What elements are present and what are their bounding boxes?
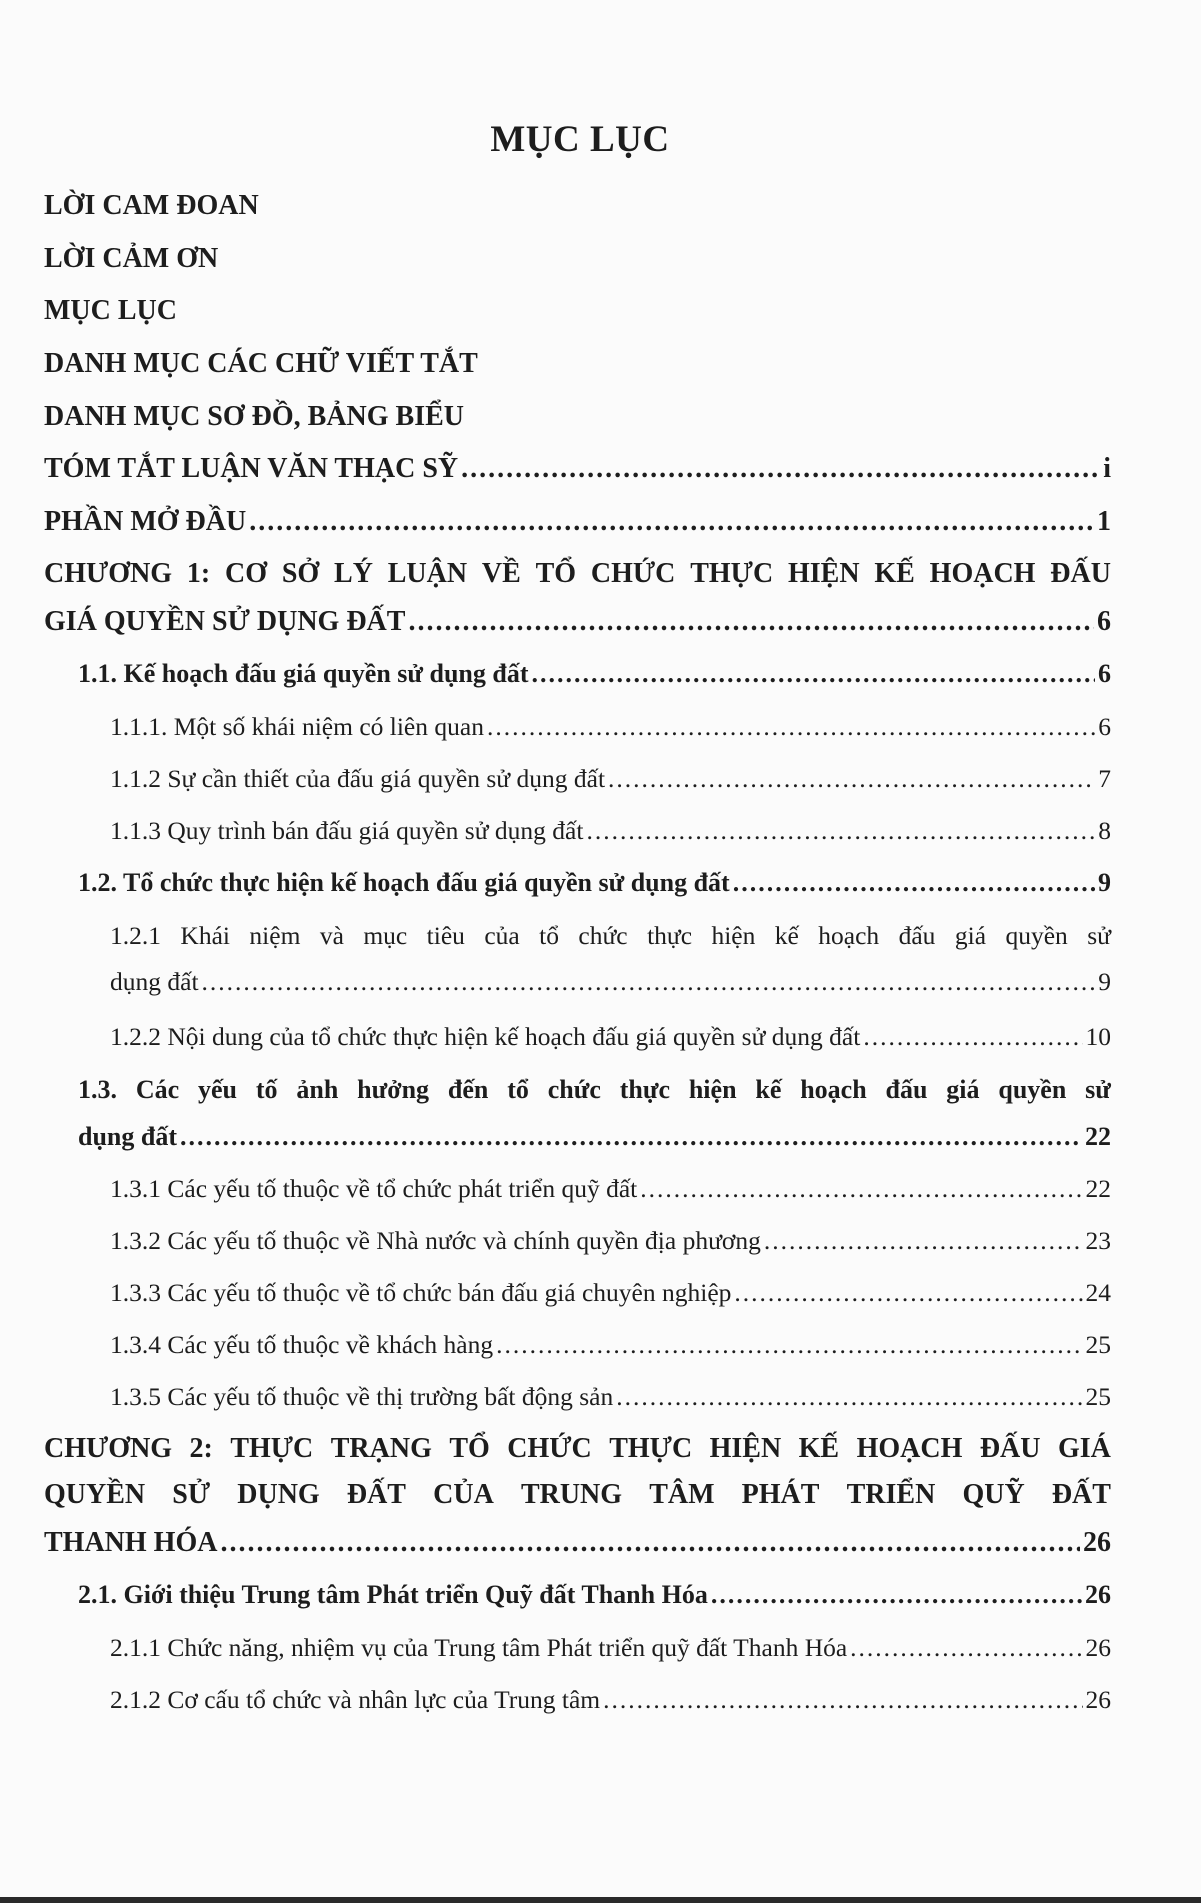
word: thực [647,921,693,950]
word: kế [774,921,799,950]
word: hoạch [800,1075,867,1104]
toc-page-number: i [1103,453,1111,484]
dot-leader [640,1176,1082,1202]
word: PHÁT [741,1479,820,1510]
word: TRẠNG [330,1433,432,1464]
toc-entry-text: dụng đất [110,967,199,996]
toc-entry-text: DANH MỤC CÁC CHỮ VIẾT TẮT [44,348,478,379]
word: HOẠCH [856,1433,963,1464]
word: TÂM [649,1479,715,1510]
word: 2: [189,1433,213,1464]
word: tố [255,1075,278,1104]
toc-entry-text: LỜI CẢM ƠN [44,243,219,274]
toc-subsection-1-3-4 [110,1332,1111,1358]
dot-leader [734,1280,1082,1306]
toc-entry-text: 1.1.1. Một số khái niệm có liên quan [110,712,484,741]
toc-entry-front-6 [44,508,1111,536]
word: LUẬN [387,558,468,589]
word: sử [1085,1075,1111,1104]
word: hiện [711,921,756,950]
toc-entry-text: THANH HÓA [44,1527,218,1558]
dot-leader [487,714,1095,740]
toc-entry-text: 1.1.2 Sự cần thiết của đấu giá quyền sử dụng đất [110,764,606,793]
toc-chapter-2-line-3 [44,1529,1111,1557]
dot-leader [733,870,1095,896]
word: Các [135,1075,180,1104]
toc-subsection-1-1-3 [110,818,1111,844]
word: đấu [885,1075,928,1104]
toc-page-number: 22 [1085,1122,1111,1151]
toc-entry-front-0 [44,192,259,220]
toc-entry-text: 1.3.2 Các yếu tố thuộc về Nhà nước và chính quyền địa phương [110,1226,761,1255]
toc-entry-text: 1.2. Tổ chức thực hiện kế hoạch đấu giá quyền sử dụng đất [78,868,730,897]
word: SỬ [172,1479,211,1510]
word: KẾ [798,1433,840,1464]
word: hưởng [357,1075,430,1104]
toc-subsection-1-3-5 [110,1384,1111,1410]
toc-subsection-1-3-1 [110,1176,1111,1202]
word: 1: [186,558,211,589]
toc-entry-front-2 [44,297,177,325]
toc-subsection-2-1-2 [110,1687,1111,1713]
word: CHỨC [507,1433,592,1464]
toc-entry-text: MỤC LỤC [44,295,177,326]
word: yếu [198,1075,238,1104]
toc-entry-text: LỜI CAM ĐOAN [44,190,259,221]
word: HIỆN [709,1433,782,1464]
word: đến [447,1075,489,1104]
toc-section-1-3-line-2 [78,1124,1111,1150]
toc-section-1-3-line-1 [78,1077,1111,1103]
toc-section-1-1 [78,661,1111,687]
word: tổ [539,921,559,950]
toc-entry-text: 1.3.4 Các yếu tố thuộc về khách hàng [110,1330,494,1359]
dot-leader [586,818,1095,844]
word: hiện [688,1075,737,1104]
word: QUYỀN [44,1479,146,1510]
word: ĐẤT [346,1479,406,1510]
toc-entry-text: 1.2.2 Nội dung của tổ chức thực hiện kế hoạch đấu giá quyền sử dụng đất [110,1022,861,1051]
dot-leader [249,508,1094,536]
word: Khái [180,921,230,950]
word: LÝ [334,558,373,589]
toc-page-number: 25 [1085,1330,1111,1359]
toc-entry-front-1 [44,245,218,273]
toc-entry-text: 1.1. Kế hoạch đấu giá quyền sử dụng đất [78,659,529,688]
word: ĐẤU [979,1433,1041,1464]
word: tiêu [426,921,465,950]
word: của [484,921,520,950]
toc-page-number: 10 [1085,1022,1111,1051]
word: mục [363,921,408,950]
toc-page-number: 26 [1085,1633,1111,1662]
toc-entry-text: PHẦN MỞ ĐẦU [44,506,247,537]
toc-page-number: 25 [1085,1382,1111,1411]
word: ĐẤT [1051,1479,1111,1510]
toc-subsection-1-1-1 [110,714,1111,740]
toc-subsection-1-2-1-line-2 [110,969,1111,995]
word: CỦA [433,1479,494,1510]
word: THỰC [609,1433,693,1464]
dot-leader [850,1635,1082,1661]
page-title: MỤC LỤC [490,119,670,160]
word: tổ [507,1075,529,1104]
toc-page-number: 24 [1085,1278,1111,1307]
toc-entry-text: 1.3.3 Các yếu tố thuộc về tổ chức bán đấu giá chuyên nghiệp [110,1278,732,1307]
toc-page-number: 1 [1097,506,1111,537]
word: quyền [998,1075,1067,1104]
word: ĐẤU [1050,558,1111,589]
toc-page-number: 8 [1098,816,1111,845]
toc-entry-text: 1.3.1 Các yếu tố thuộc về tổ chức phát triển quỹ đất [110,1174,638,1203]
toc-page-number: 7 [1098,764,1111,793]
word: TỔ [449,1433,490,1464]
toc-subsection-2-1-1 [110,1635,1111,1661]
dot-leader [408,608,1094,636]
toc-chapter-2-line-2 [44,1481,1111,1509]
word: thực [619,1075,670,1104]
word: CHƯƠNG [44,1433,173,1464]
toc-page-number: 23 [1085,1226,1111,1255]
dot-leader [532,661,1095,687]
word: CƠ [225,558,268,589]
word: giá [946,1075,980,1104]
dot-leader [180,1124,1082,1150]
dot-leader [202,969,1096,995]
toc-entry-text: TÓM TẮT LUẬN VĂN THẠC SỸ [44,453,459,484]
toc-page-number: 26 [1083,1527,1111,1558]
word: TỔ [535,558,577,589]
word: THỰC [230,1433,314,1464]
dot-leader [603,1687,1082,1713]
word: và [319,921,344,950]
word: GIÁ [1057,1433,1111,1464]
word: CHỨC [590,558,676,589]
word: 1.2.1 [110,921,161,950]
word: TRUNG [520,1479,623,1510]
toc-entry-text: dụng đất [78,1122,177,1151]
word: KẾ [874,558,915,589]
word: đấu [898,921,936,950]
word: ảnh [296,1075,339,1104]
toc-page-number: 26 [1085,1685,1111,1714]
toc-entry-text: 1.1.3 Quy trình bán đấu giá quyền sử dụng đất [110,816,584,845]
word: hoạch [818,921,880,950]
toc-chapter-2-line-1 [44,1435,1111,1463]
toc-page-number: 22 [1085,1174,1111,1203]
toc-section-2-1 [78,1582,1111,1608]
word: HIỆN [788,558,860,589]
toc-entry-text: 2.1.2 Cơ cấu tổ chức và nhân lực của Trung tâm [110,1685,601,1714]
scan-edge [0,1897,1201,1903]
word: chức [578,921,628,950]
dot-leader [496,1332,1082,1358]
word: THỰC [690,558,774,589]
word: CHƯƠNG [44,558,173,589]
toc-section-1-2 [78,870,1111,896]
dot-leader [616,1384,1082,1410]
word: sử [1087,921,1111,950]
dot-leader [220,1529,1080,1557]
dot-leader [764,1228,1083,1254]
word: kế [755,1075,782,1104]
toc-subsection-1-3-2 [110,1228,1111,1254]
word: QUỸ [962,1479,1025,1510]
toc-subsection-1-2-2 [110,1024,1111,1050]
word: VỀ [481,558,521,589]
toc-page-number: 6 [1098,712,1111,741]
toc-chapter-1-line-1 [44,560,1111,588]
toc-entry-text: DANH MỤC SƠ ĐỒ, BẢNG BIỂU [44,401,465,432]
toc-entry-text: 2.1. Giới thiệu Trung tâm Phát triển Quỹ đất Thanh Hóa [78,1580,708,1609]
toc-entry-text: 2.1.1 Chức năng, nhiệm vụ của Trung tâm Phát triển quỹ đất Thanh Hóa [110,1633,848,1662]
toc-subsection-1-2-1-line-1 [110,923,1111,949]
dot-leader [863,1024,1082,1050]
dot-leader [461,455,1100,483]
toc-page-number: 6 [1098,659,1111,688]
toc-page-number: 9 [1098,868,1111,897]
toc-page-number: 26 [1085,1580,1111,1609]
word: SỞ [281,558,320,589]
toc-subsection-1-3-3 [110,1280,1111,1306]
toc-entry-front-4 [44,403,464,431]
toc-entry-front-3 [44,350,478,378]
dot-leader [608,766,1095,792]
toc-page-number: 6 [1097,606,1111,637]
word: quyền [1005,921,1068,950]
word: 1.3. [78,1075,117,1104]
dot-leader [711,1582,1082,1608]
word: DỤNG [237,1479,320,1510]
word: TRIỂN [846,1479,936,1510]
toc-subsection-1-1-2 [110,766,1111,792]
toc-entry-text: GIÁ QUYỀN SỬ DỤNG ĐẤT [44,606,406,637]
toc-page-number: 9 [1098,967,1111,996]
word: HOẠCH [929,558,1036,589]
word: niệm [249,921,301,950]
toc-chapter-1-line-2 [44,608,1111,636]
word: chức [547,1075,601,1104]
toc-entry-front-5 [44,455,1111,483]
word: giá [954,921,987,950]
toc-entry-text: 1.3.5 Các yếu tố thuộc về thị trường bất động sản [110,1382,614,1411]
